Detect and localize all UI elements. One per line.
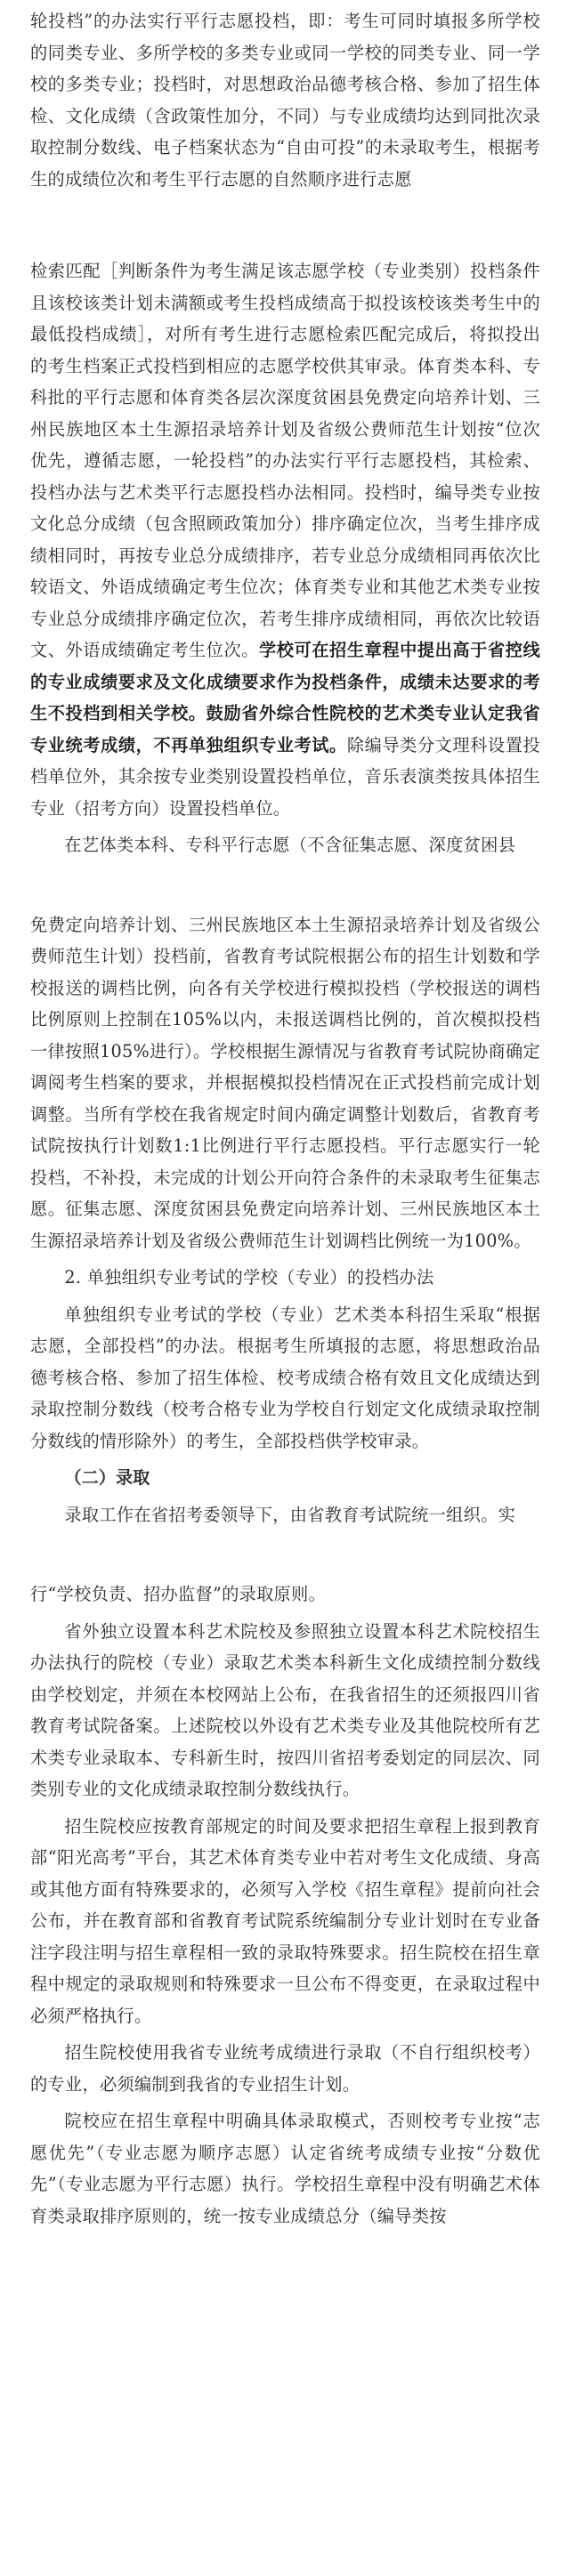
paragraph-admission-charter: 招生院校应按教育部规定的时间及要求把招生章程上报到教育部“阳光高考”平台，其艺术体育类专业中若对考生文化成绩、身高或其他方面有特殊要求的，必须写入学校《招生章程》提前向社会公布，并在教育部和省教育考试院系统编制分专业计划时在专业备注字段注明与招生章程相一致的录取特殊要求。招生院校在招生章程中规定的录取规则和特殊要求一旦公布不得变更，在录取过程中必须严格执行。	[30, 1815, 540, 2026]
page-break	[30, 867, 540, 909]
paragraph-simulated-filing: 免费定向培养计划、三州民族地区本土生源招录培养计划及省级公费师范生计划）投档前，省教育考试院根据公布的招生计划数和学校报送的调档比例，向各有关学校进行模拟投档（学校报送的调档比例原则上控制在105%以内，未报送调档比例的，首次模拟投档一律按照105%进行）。学校根据生源情况与省教育考试院协商确定调阅考生档案的要求，并根据模拟投档情况在正式投档前完成计划调整。当所有学校在我省规定时间内确定调整计划数后，省教育考试院按执行计划数1:1比例进行平行志愿投档。平行志愿实行一轮投档，不补投，未完成的计划公开向符合条件的未录取考生征集志愿。征集志愿、深度贫困县免费定向培养计划、三州民族地区本土生源招录培养计划及省级公费师范生计划调档比例统一为100%。	[30, 914, 540, 1251]
subheading-independent-exam: 2. 单独组织专业考试的学校（专业）的投档办法	[64, 1267, 434, 1288]
paragraph-admission-method: 轮投档”的办法实行平行志愿投档，即：考生可同时填报多所学校的同类专业、多所学校的多类专业或同一学校的同类专业、同一学校的多类专业；投档时，对思想政治品德考核合格、参加了招生体检、文化成绩（含政策性加分，不同）与专业成绩均达到同批次录取控制分数线、电子档案状态为“自由可投”的未录取考生，根据考生的成绩位次和考生平行志愿的自然顺序进行志愿	[30, 11, 540, 190]
paragraph-cutoff-lines: 省外独立设置本科艺术院校及参照独立设置本科艺术院校招生办法执行的院校（专业）录取艺术类本科新生文化成绩控制分数线由学校划定，并须在本校网站上公布，在我省招生的还须报四川省教育考试院备案。上述院校以外设有艺术类专业及其他院校所有艺术类专业录取本、专科新生时，按四川省招考委划定的同层次、同类别专业的文化成绩录取控制分数线执行。	[30, 1620, 540, 1799]
paragraph-admission-org: 录取工作在省招考委领导下，由省教育考试院统一组织。实	[64, 1504, 516, 1525]
paragraph-retrieval-matching	[30, 255, 540, 824]
paragraph-admission-mode: 院校应在招生章程中明确具体录取模式，否则校考专业按“志愿优先”（专业志愿为顺序志愿）认定省统考成绩专业按“分数优先”（专业志愿为平行志愿）执行。学校招生章程中没有明确艺术体育类录取排序原则的，统一按专业成绩总分（编导类按	[30, 2111, 540, 2226]
paragraph-unified-exam: 招生院校使用我省专业统考成绩进行录取（不自行组织校考）的专业，必须编制到我省的专业招生计划。	[30, 2042, 540, 2095]
retrieval-text-end: 除编导类分文理科设置投档单位外，其余按专业类别设置投档单位，音乐表演类按具体招生专业（招考方向）设置投档单位。	[30, 734, 540, 819]
paragraph-admission-principle: 行“学校负责、招办监督”的录取原则。	[30, 1584, 327, 1604]
paragraph-parallel-intro: 在艺体类本科、专科平行志愿（不含征集志愿、深度贫困县	[64, 835, 516, 855]
bold-requirement-text: 学校可在招生章程中提出高于省控线的专业成绩要求及文化成绩要求作为投档条件，成绩未达要求的考生不投档到相关学校。鼓励省外综合性院校的艺术类专业认定我省专业统考成绩，不再单独组织专业考试。	[30, 640, 540, 755]
section-heading-admission: （二）录取	[64, 1467, 150, 1488]
page-break	[30, 1536, 540, 1579]
retrieval-text: 检索匹配［判断条件为考生满足该志愿学校（专业类别）投档条件且该校该类计划未满额或考生投档成绩高于拟投该校该类考生中的最低投档成绩］，对所有考生进行志愿检索匹配完成后，将拟投出的考生档案正式投档到相应的志愿学校供其审录。体育类本科、专科批的平行志愿和体育类各层次深度贫困县免费定向培养计划、三州民族地区本土生源招录培养计划及省级公费师范生计划按“位次优先，遵循志愿，一轮投档”的办法实行平行志愿投档，其检索、投档办法与艺术类平行志愿投档办法相同。投档时，编导类专业按文化总分成绩（包含照顾政策加分）排序确定位次，当考生排序成绩相同时，再按专业总分成绩排序，若专业总分成绩相同再依次比较语文、外语成绩确定考生位次；体育类专业和其他艺术类专业按专业总分成绩排序确定位次，若考生排序成绩相同，再依次比较语文、外语成绩确定考生位次。	[30, 261, 540, 660]
paragraph-independent-exam: 单独组织专业考试的学校（专业）艺术类本科招生采取“根据志愿，全部投档”的办法。根据考生所填报的志愿，将思想政治品德考核合格、参加了招生体检、校考成绩合格有效且文化成绩达到录取控制分数线（校考合格专业为学校自行划定文化成绩录取控制分数线的情形除外）的考生，全部投档供学校审录。	[30, 1304, 540, 1451]
page-break	[30, 200, 540, 255]
